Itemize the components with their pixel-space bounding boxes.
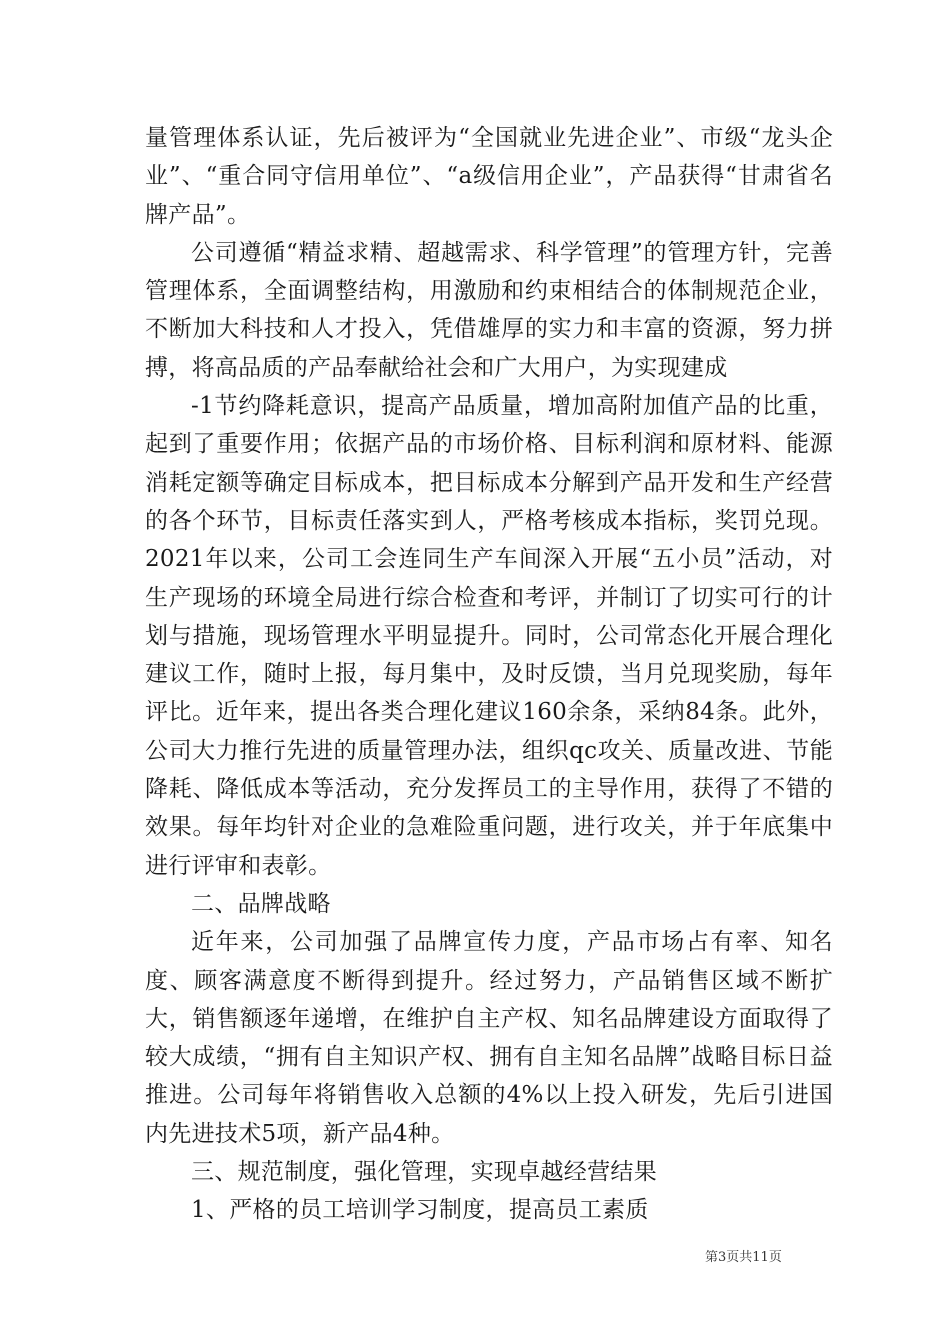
- paragraph-3: -1节约降耗意识，提高产品质量，增加高附加值产品的比重，起到了重要作用；依据产品的市场价格、目标利润和原材料、能源消耗定额等确定目标成本，把目标成本分解到产品开发和生产经营的各个环节，目标责任落实到人，严格考核成本指标，奖罚兑现。2021年以来，公司工会连同生产车间深入开展“五小员”活动，对生产现场的环境全局进行综合检查和考评，并制订了切实可行的计划与措施，现场管理水平明显提升。同时，公司常态化开展合理化建议工作，随时上报，每月集中，及时反馈，当月兑现奖励，每年评比。近年来，提出各类合理化建议160余条，采纳84条。此外，公司大力推行先进的质量管理办法，组织qc攻关、质量改进、节能降耗、降低成本等活动，充分发挥员工的主导作用，获得了不错的效果。每年均针对企业的急难险重问题，进行攻关，并于年底集中进行评审和表彰。: [145, 393, 833, 879]
- section-heading-management: 三、规范制度，强化管理，实现卓越经营结果: [191, 1159, 657, 1186]
- subsection-heading-training: 1、严格的员工培训学习制度，提高员工素质: [191, 1197, 649, 1224]
- page-number: 第3页共11页: [705, 1250, 782, 1265]
- section-heading-brand-strategy: 二、品牌战略: [191, 890, 331, 917]
- paragraph-2: 公司遵循“精益求精、超越需求、科学管理”的管理方针，完善管理体系，全面调整结构，用激励和约束相结合的体制规范企业，不断加大科技和人才投入，凭借雄厚的实力和丰富的资源，努力拼搏，将高品质的产品奉献给社会和广大用户，为实现建成: [145, 239, 833, 381]
- paragraph-5: 近年来，公司加强了品牌宣传力度，产品市场占有率、知名度、顾客满意度不断得到提升。经过努力，产品销售区域不断扩大，销售额逐年递增，在维护自主产权、知名品牌建设方面取得了较大成绩，“拥有自主知识产权、拥有自主知名品牌”战略目标日益推进。公司每年将销售收入总额的4%以上投入研发，先后引进国内先进技术5项，新产品4种。: [145, 929, 833, 1147]
- paragraph-1: 量管理体系认证，先后被评为“全国就业先进企业”、市级“龙头企业”、“重合同守信用单位”、“a级信用企业”，产品获得“甘肃省名牌产品”。: [145, 125, 833, 228]
- document-body: [145, 119, 833, 1230]
